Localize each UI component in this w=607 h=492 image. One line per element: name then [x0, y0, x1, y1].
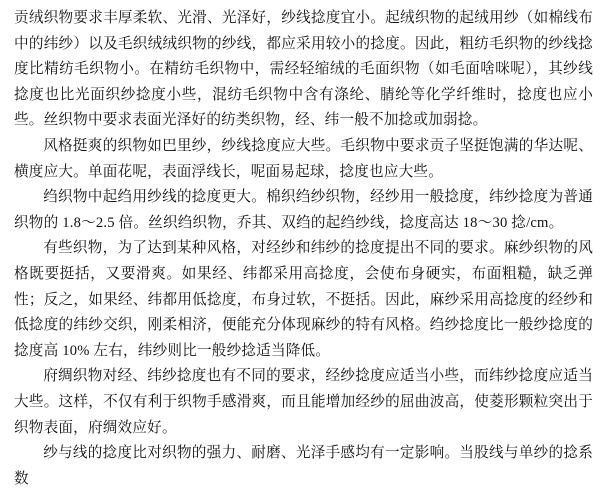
paragraph-2: 风格挺爽的织物如巴里纱，纱线捻度应大些。毛织物中要求贡子坚挺饱满的华达呢、横度应大。单面花呢，表面浮线长，呢面易起球，捻度也应大些。 — [14, 137, 593, 180]
paragraph-4: 有些织物，为了达到某种风格，对经纱和纬纱的捻度提出不同的要求。麻纱织物的风格既要挺括，又要滑爽。如果经、纬都采用高捻度，会使布身硬实，布面粗糙，缺乏弹性；反之，如果经、纬都用低捻度，布身过软，不挺括。因此，麻纱采用高捻度的经纱和低捻度的纬纱交织，刚柔相济，便能充分体现麻纱的特有风格。绉纱捻度比一般纱捻度的捻度高 10% 左右，纬纱则比一般纱捻适当降低。 — [14, 240, 593, 359]
paragraph-3: 绉织物中起绉用纱线的捻度更大。棉织绉纱织物，经纱用一般捻度，纬纱捻度为普通织物的 1.8～2.5 倍。丝织绉织物，乔其、双绉的起绉纱线，捻度高达 18～30 捻/cm。 — [14, 189, 593, 231]
paragraph-5: 府绸织物对经、纬纱捻度也有不同的要求，经纱捻度应适当小些，而纬纱捻度应适当大些。这样，不仅有利于织物手感滑爽，而且能增加经纱的屈曲波高，使菱形颗粒突出于织物表面，府绸效应好。 — [14, 368, 593, 436]
paragraph-1: 贡绒织物要求丰厚柔软、光滑、光泽好，纱线捻度宜小。起绒织物的起绒用纱（如棉线布中的纬纱）以及毛织绒绒织物的纱线，都应采用较小的捻度。因此，粗纺毛织物的纱线捻度比精纺毛织物小。在精纺毛织物中，需经轻缩绒的毛面织物（如毛面啥咪呢），其纱线捻度也比光面织纱捻度小些，混纺毛织物中含有涤纶、腈纶等化学纤维时，捻度也应小些。丝织物中要求表面光泽好的纺类织物，经、纬一般不加捻或加弱捻。 — [14, 10, 593, 129]
paragraph-6: 纱与线的捻度比对织物的强力、耐磨、光泽手感均有一定影响。当股线与单纱的捻系数 — [14, 445, 593, 487]
